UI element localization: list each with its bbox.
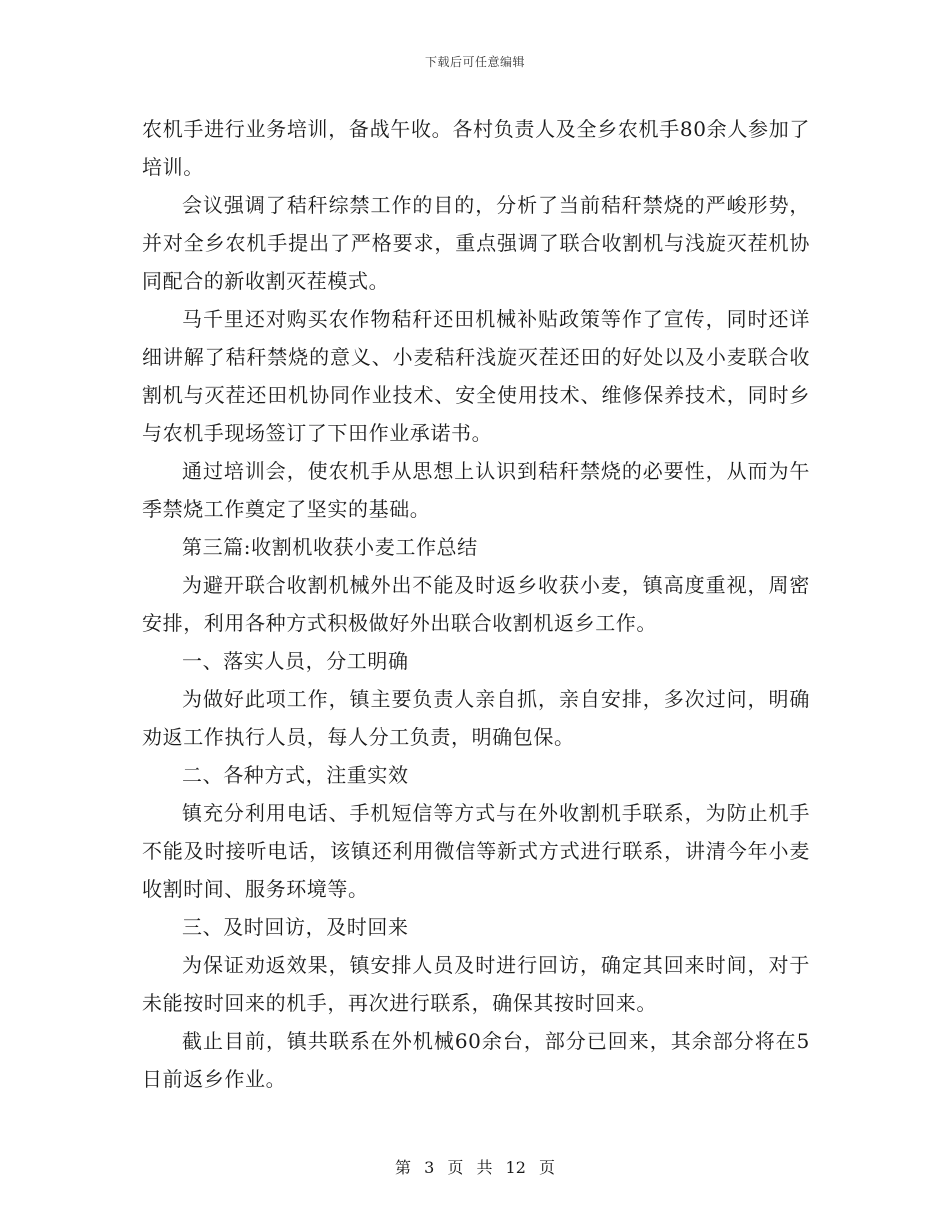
heading-1: 一、落实人员，分工明确: [182, 649, 409, 673]
paragraph-6: 为做好此项工作，镇主要负责人亲自抓，亲自安排，多次过问，明确劝返工作执行人员，每人分工负责，明确包保。: [142, 687, 810, 749]
paragraph-8: 为保证劝返效果，镇安排人员及时进行回访，确定其回来时间，对于未能按时回来的机手，再次进行联系，确保其按时回来。: [142, 953, 810, 1015]
paragraph-2: 会议强调了秸秆综禁工作的目的，分析了当前秸秆禁烧的严峻形势，并对全乡农机手提出了严格要求，重点强调了联合收割机与浅旋灭茬机协同配合的新收割灭茬模式。: [142, 193, 810, 293]
paragraph-9: 截止目前，镇共联系在外机械60余台，部分已回来，其余部分将在5日前返乡作业。: [142, 1029, 810, 1091]
section-title: 第三篇:收割机收获小麦工作总结: [182, 535, 478, 559]
page-number: 第 3 页 共 12 页: [395, 1158, 555, 1177]
paragraph-1: 农机手进行业务培训，备战午收。各村负责人及全乡农机手80余人参加了培训。: [142, 117, 810, 179]
paragraph-4: 通过培训会，使农机手从思想上认识到秸秆禁烧的必要性，从而为午季禁烧工作奠定了坚实的基础。: [142, 459, 810, 521]
paragraph-3: 马千里还对购买农作物秸秆还田机械补贴政策等作了宣传，同时还详细讲解了秸秆禁烧的意义、小麦秸秆浅旋灭茬还田的好处以及小麦联合收割机与灭茬还田机协同作业技术、安全使用技术、维修保养技术，同时乡与农机手现场签订了下田作业承诺书。: [142, 307, 810, 445]
document-body: [142, 110, 810, 1098]
paragraph-7: 镇充分利用电话、手机短信等方式与在外收割机手联系，为防止机手不能及时接听电话，该镇还利用微信等新式方式进行联系，讲清今年小麦收割时间、服务环境等。: [142, 801, 810, 901]
heading-2: 二、各种方式，注重实效: [182, 763, 409, 787]
paragraph-5: 为避开联合收割机械外出不能及时返乡收获小麦，镇高度重视，周密安排，利用各种方式积极做好外出联合收割机返乡工作。: [142, 573, 810, 635]
page-header: 下载后可任意编辑: [424, 55, 525, 69]
heading-3: 三、及时回访，及时回来: [182, 915, 409, 939]
